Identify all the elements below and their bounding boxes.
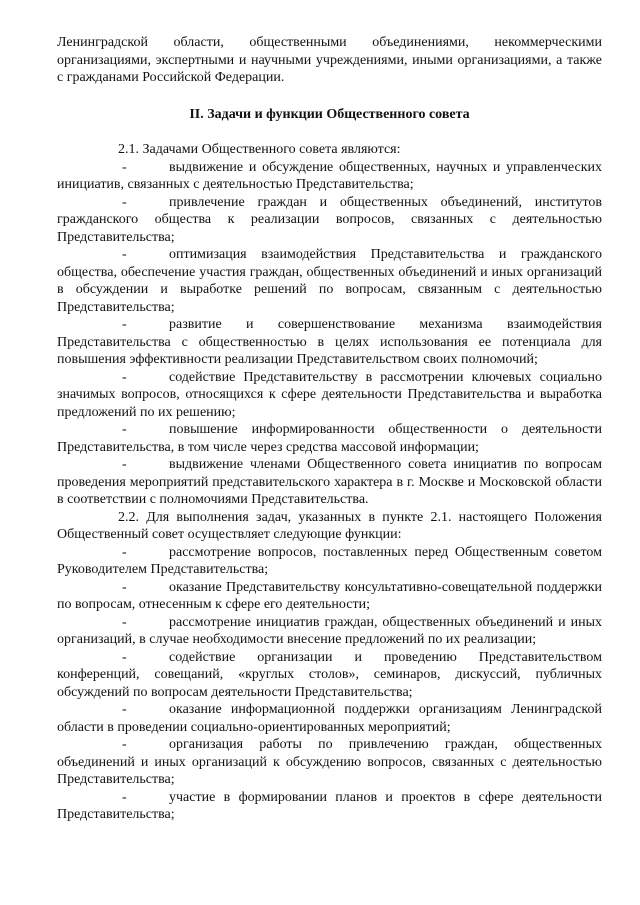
function-item [57,544,602,579]
function-item [57,649,602,702]
section-heading: II. Задачи и функции Общественного совета [189,106,470,122]
task-item [57,159,602,194]
task-item [57,456,602,509]
function-text: рассмотрение инициатив граждан, общественных объединений и иных организаций, в случае необходимости внесение предложений по их реализации; [57,614,602,647]
function-item [57,736,602,789]
bullet-dash: - [122,317,127,332]
task-text: выдвижение членами Общественного совета инициатив по вопросам проведения мероприятий представительского характера в г. Москве и Московской области в соответствии с полномочиями Представительства. [57,457,602,507]
bullet-dash: - [122,247,127,262]
bullet-dash: - [122,789,127,805]
task-text: развитие и совершенствование механизма взаимодействия Представительства с общественностью в целях использования ее потенциала для повышения эффективности реализации Представительством своих полномочий; [57,317,602,367]
function-item [57,579,602,614]
task-item [57,246,602,316]
bullet-dash: - [122,369,127,385]
task-item [57,316,602,369]
function-text: участие в формировании планов и проектов в сфере деятельности Представительства; [57,789,602,822]
functions-intro: 2.2. Для выполнения задач, указанных в пункте 2.1. настоящего Положения Общественный совет осуществляет следующие функции: [57,509,602,542]
bullet-dash: - [122,457,127,472]
bullet-dash: - [122,702,127,717]
task-text: выдвижение и обсуждение общественных, научных и управленческих инициатив, связанных с деятельностью Представительства; [57,159,602,192]
tasks-list [57,159,602,509]
task-item [57,421,602,456]
intro-paragraph: Ленинградской области, общественными объединениями, некоммерческими организациями, экспертными и научными учреждениями, иными организациями, а также с гражданами Российской Федерации. [57,35,602,85]
function-text: оказание Представительству консультативно-совещательной поддержки по вопросам, отнесенным к сфере его деятельности; [57,579,602,612]
function-text: содействие организации и проведению Представительством конференций, совещаний, «круглых столов», семинаров, дискуссий, публичных обсуждений по вопросам деятельности Представительства; [57,649,602,700]
document-body [57,34,602,824]
bullet-dash: - [122,159,127,175]
bullet-dash: - [122,614,127,630]
task-text: содействие Представительству в рассмотрении ключевых социально значимых вопросов, относящихся к сфере деятельности Представительства и выработка предложений по их решению; [57,369,602,420]
function-text: организация работы по привлечению граждан, общественных объединений и иных организаций к обсуждению вопросов, связанных с деятельностью Представительства; [57,737,602,787]
task-text: привлечение граждан и общественных объединений, институтов гражданского общества к реализации вопросов, связанных с деятельностью Представительства; [57,194,602,245]
bullet-dash: - [122,649,127,665]
functions-list [57,544,602,824]
bullet-dash: - [122,579,127,595]
function-text: рассмотрение вопросов, поставленных перед Общественным советом Руководителем Представительства; [57,544,602,577]
function-item [57,614,602,649]
tasks-intro: 2.1. Задачами Общественного совета являются: [118,142,401,157]
function-text: оказание информационной поддержки организациям Ленинградской области в проведении социально-ориентированных мероприятий; [57,702,602,735]
task-item [57,369,602,422]
task-text: оптимизация взаимодействия Представительства и гражданского общества, обеспечение участия граждан, общественных объединений и иных организаций в обсуждении и выработке решений по вопросам, связанным с деятельностью Представительства; [57,247,602,315]
task-text: повышение информированности общественности о деятельности Представительства, в том числе через средства массовой информации; [57,422,602,455]
bullet-dash: - [122,737,127,752]
task-item [57,194,602,247]
bullet-dash: - [122,422,127,437]
bullet-dash: - [122,544,127,560]
bullet-dash: - [122,194,127,210]
function-item [57,701,602,736]
function-item [57,789,602,824]
